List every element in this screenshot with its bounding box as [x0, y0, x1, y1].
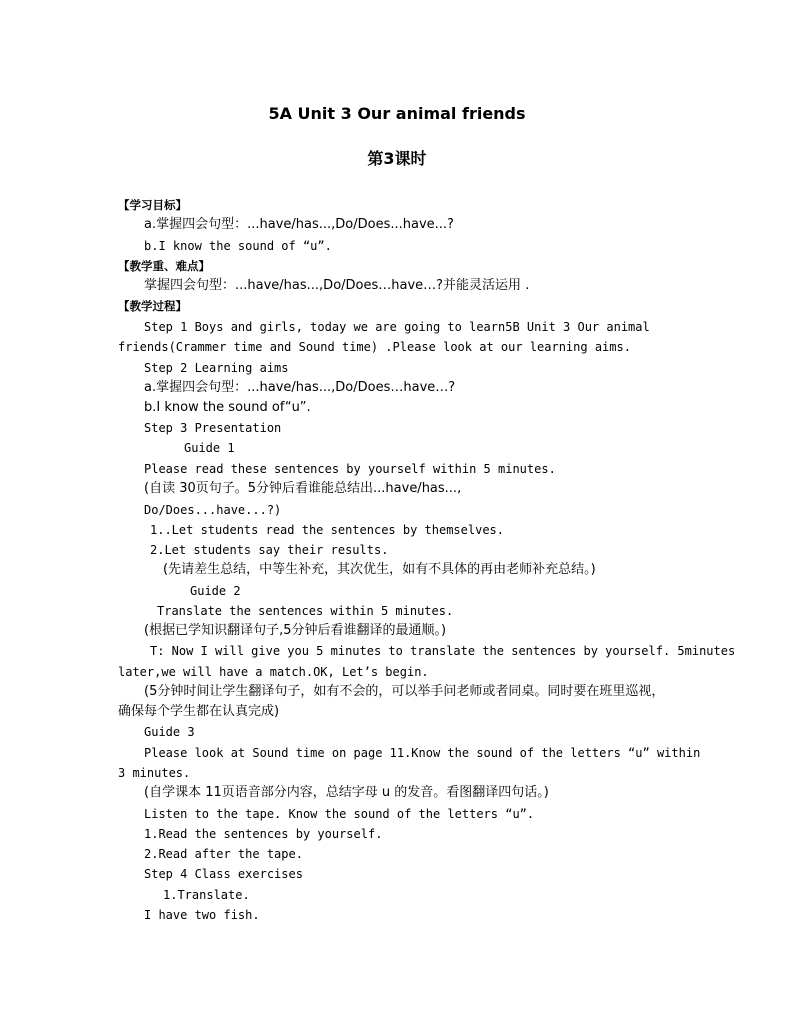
key-points-heading: 【教学重、难点】: [118, 259, 210, 273]
guide3-text-b: 3 minutes.: [118, 766, 191, 780]
step2-aim-b: b.I know the sound of“u”.: [144, 400, 311, 415]
guide2-heading: Guide 2: [190, 584, 241, 598]
process-heading: 【教学过程】: [118, 299, 187, 313]
guide2-note-b: 确保每个学生都在认真完成): [118, 704, 280, 719]
step2-heading: Step 2 Learning aims: [144, 361, 289, 375]
guide3-text-a: Please look at Sound time on page 11.Know the sound of the letters “u” within: [144, 746, 701, 760]
guide2-note-a: (5分钟时间让学生翻译句子，如有不会的，可以举手问老师或者同桌。同时要在班里巡视，: [144, 684, 665, 699]
guide1-cn-a: (自读 30页句子。5分钟后看谁能总结出...have/has...,: [144, 481, 462, 496]
guide3-cn: (自学课本 11页语音部分内容，总结字母 u 的发音。看图翻译四句话。): [144, 785, 549, 800]
guide3-heading: Guide 3: [144, 725, 195, 739]
guide2-text: Translate the sentences within 5 minutes.: [157, 604, 454, 618]
guide1-item-1: 1..Let students read the sentences by themselves.: [150, 523, 505, 537]
goals-heading: 【学习目标】: [118, 198, 187, 212]
guide1-item-2: 2.Let students say their results.: [150, 543, 389, 557]
goal-b: b.I know the sound of “u”.: [144, 239, 332, 253]
guide1-note: (先请差生总结，中等生补充，其次优生，如有不具体的再由老师补充总结。): [163, 562, 596, 577]
lesson-number: 第3课时: [367, 149, 427, 168]
step1-line-a: Step 1 Boys and girls, today we are going to learn5B Unit 3 Our animal: [144, 320, 650, 334]
guide1-heading: Guide 1: [184, 441, 235, 455]
guide2-teacher-b: later,we will have a match.OK, Let’s begin.: [118, 665, 429, 679]
step4-heading: Step 4 Class exercises: [144, 867, 303, 881]
guide2-teacher-a: T: Now I will give you 5 minutes to translate the sentences by yourself. 5minutes: [150, 644, 736, 658]
listen-line: Listen to the tape. Know the sound of the letters “u”.: [144, 807, 535, 821]
step3-heading: Step 3 Presentation: [144, 421, 282, 435]
translate-item: 1.Translate.: [163, 888, 250, 902]
guide2-cn: (根据已学知识翻译句子,5分钟后看谁翻译的最通顺。): [144, 623, 447, 638]
document-title: 5A Unit 3 Our animal friends: [268, 104, 526, 123]
read-item-1: 1.Read the sentences by yourself.: [144, 827, 383, 841]
read-item-2: 2.Read after the tape.: [144, 847, 303, 861]
guide1-text: Please read these sentences by yourself within 5 minutes.: [144, 462, 556, 476]
step1-line-b: friends(Crammer time and Sound time) .Please look at our learning aims.: [118, 340, 631, 354]
guide1-cn-b: Do/Does...have...?): [144, 503, 282, 517]
exercise-sentence-1: I have two fish.: [144, 908, 260, 922]
step2-aim-a: a.掌握四会句型：...have/has...,Do/Does…have…?: [144, 380, 456, 395]
goal-a: a.掌握四会句型：...have/has...,Do/Does...have...?: [144, 217, 454, 232]
key-points-text: 掌握四会句型：...have/has...,Do/Does…have…?并能灵活运用 .: [144, 278, 530, 293]
